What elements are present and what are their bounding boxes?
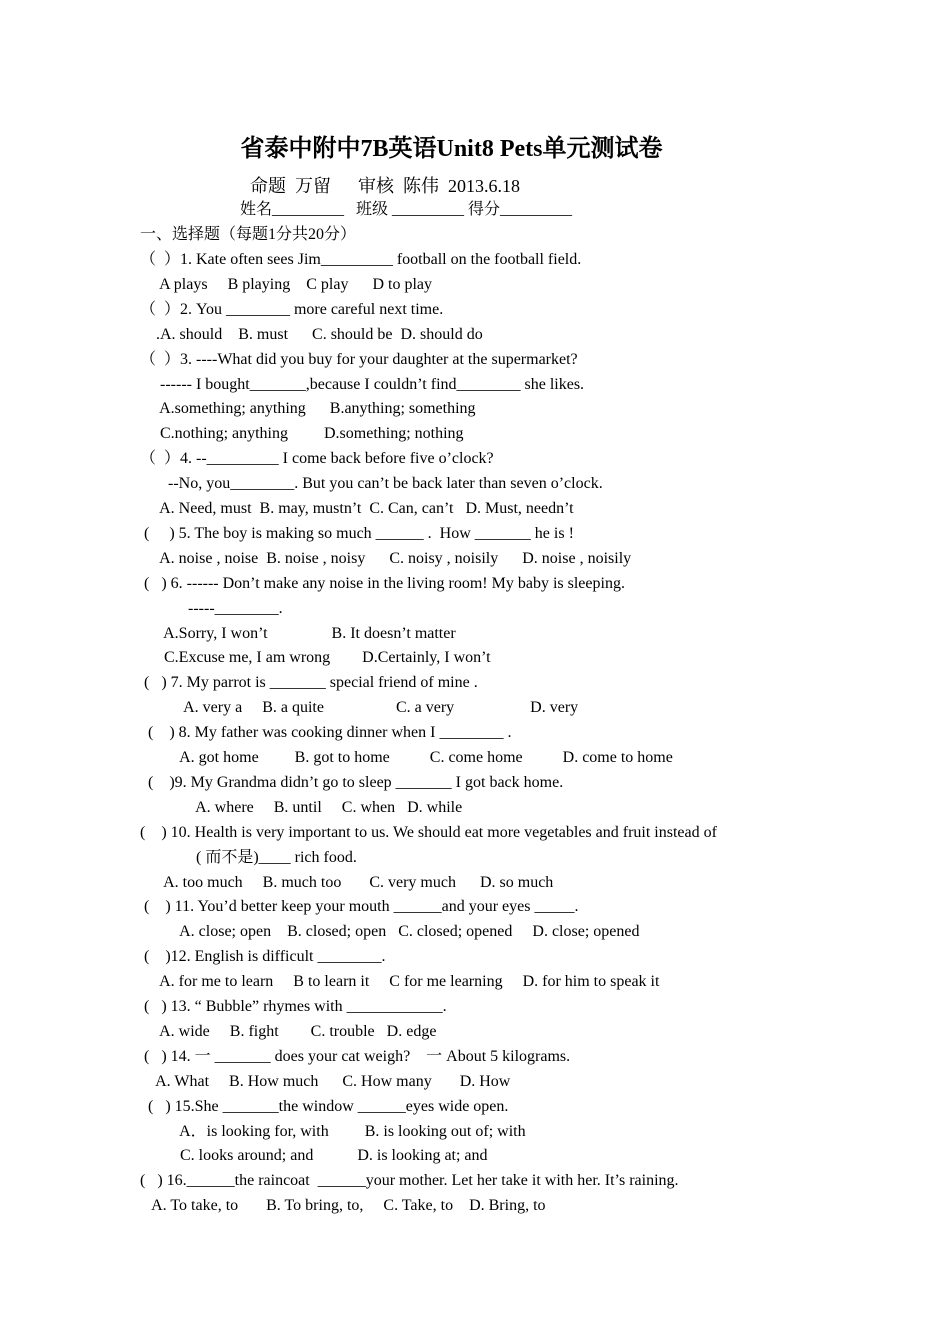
question-line: A. for me to learn B to learn it C for me learning D. for him to speak it <box>140 973 660 990</box>
question-line: A. What B. How much C. How many D. How <box>140 1073 511 1090</box>
question-line: ( ) 10. Health is very important to us. We should eat more vegetables and fruit instead of <box>140 824 717 841</box>
question-line: ( ) 5. The boy is making so much ______ . How _______ he is ! <box>140 525 574 542</box>
question-line: ( ) 6. ------ Don’t make any noise in the living room! My baby is sleeping. <box>140 575 625 592</box>
question-line: （ ）3. ----What did you buy for your daughter at the supermarket? <box>140 351 578 368</box>
question-line: ( ) 8. My father was cooking dinner when I ________ . <box>140 724 512 741</box>
question-line: ( ) 7. My parrot is _______ special friend of mine . <box>140 674 478 691</box>
question-line: ( ) 11. You’d better keep your mouth ______and your eyes _____. <box>140 898 579 915</box>
question-line: ( ) 16.______the raincoat ______your mother. Let her take it with her. It’s raining. <box>140 1172 679 1189</box>
question-line: ( )12. English is difficult ________. <box>140 948 386 965</box>
question-line: A. To take, to B. To bring, to, C. Take, to D. Bring, to <box>140 1197 546 1214</box>
question-line: --No, you________. But you can’t be back later than seven o’clock. <box>140 475 603 492</box>
question-line: A. wide B. fight C. trouble D. edge <box>140 1023 437 1040</box>
question-line: A. very a B. a quite C. a very D. very <box>140 699 579 716</box>
question-line: ( )9. My Grandma didn’t go to sleep _______ I got back home. <box>140 774 564 791</box>
question-line: A plays B playing C play D to play <box>140 276 432 293</box>
question-line: A. Need, must B. may, mustn’t C. Can, can’t D. Must, needn’t <box>140 500 574 517</box>
question-line: C.Excuse me, I am wrong D.Certainly, I won’t <box>140 649 491 666</box>
question-line: ( 而不是)____ rich food. <box>140 849 357 866</box>
exam-title: 省泰中附中7B英语Unit8 Pets单元测试卷 <box>240 136 663 162</box>
student-info-fields: 姓名_________ 班级 _________ 得分_________ <box>240 201 573 218</box>
question-line: ( ) 13. “ Bubble” rhymes with ____________. <box>140 998 447 1015</box>
question-line: ( ) 14. 一 _______ does your cat weigh? 一 About 5 kilograms. <box>140 1048 571 1065</box>
question-line: A. close; open B. closed; open C. closed; opened D. close; opened <box>140 923 640 940</box>
question-line: .A. should B. must C. should be D. should do <box>140 326 483 343</box>
question-line: （ ）2. You ________ more careful next time. <box>140 301 444 318</box>
question-line: ------ I bought_______,because I couldn’t find________ she likes. <box>140 376 585 393</box>
question-line: （ ）4. --_________ I come back before five o’clock? <box>140 450 494 467</box>
question-line: A.Sorry, I won’t B. It doesn’t matter <box>140 625 456 642</box>
question-line: A. got home B. got to home C. come home D. come to home <box>140 749 673 766</box>
exam-authors: 命题 万留 审核 陈伟 2013.6.18 <box>250 176 520 196</box>
question-line: ( ) 15.She _______the window ______eyes wide open. <box>140 1098 509 1115</box>
question-line: A.something; anything B.anything; something <box>140 400 476 417</box>
question-line: A．is looking for, with B. is looking out of; with <box>140 1123 526 1140</box>
question-line: A. noise , noise B. noise , noisy C. noisy , noisily D. noise , noisily <box>140 550 632 567</box>
question-line: A. where B. until C. when D. while <box>140 799 463 816</box>
question-line: （ ）1. Kate often sees Jim_________ football on the football field. <box>140 251 582 268</box>
question-line: A. too much B. much too C. very much D. so much <box>140 874 554 891</box>
question-line: C.nothing; anything D.something; nothing <box>140 425 464 442</box>
question-line: -----________. <box>140 600 283 617</box>
section-heading: 一、选择题（每题1分共20分） <box>140 226 357 243</box>
question-line: C. looks around; and D. is looking at; and <box>140 1147 488 1164</box>
